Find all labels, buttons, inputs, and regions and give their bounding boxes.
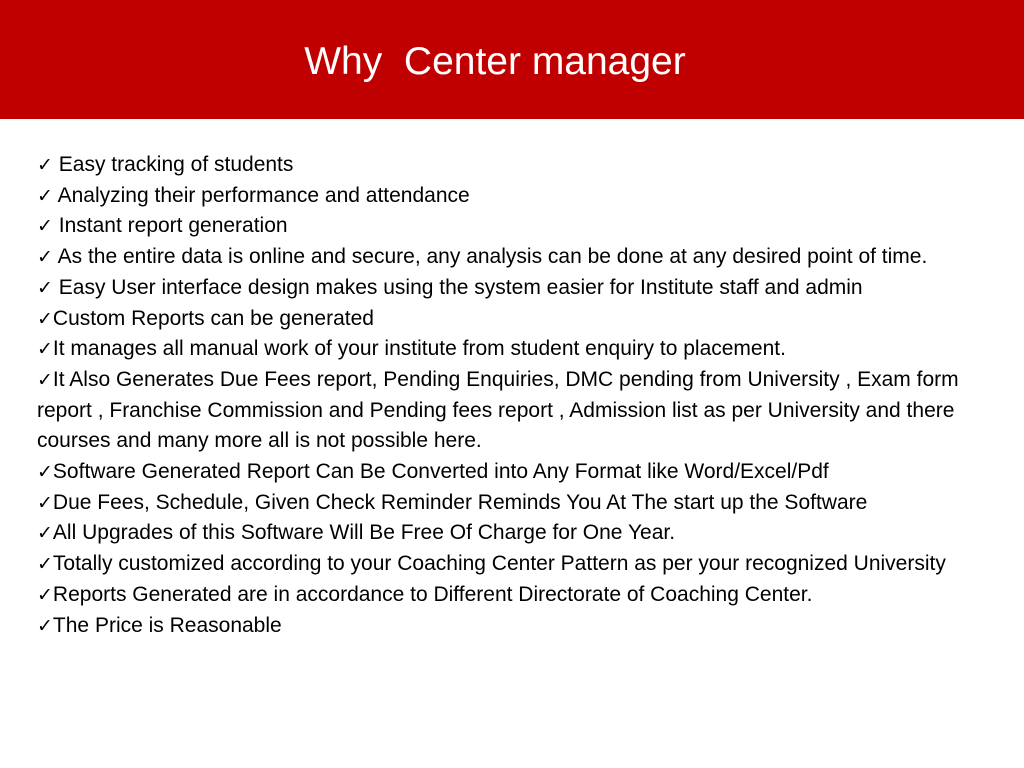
bullet-item [37,211,997,242]
checkmark-icon: ✓ [37,338,53,361]
bullet-text: Analyzing their performance and attendance [57,183,470,207]
checkmark-icon: ✓ [37,553,53,576]
bullet-text: The Price is Reasonable [52,613,282,637]
bullet-text: Instant report generation [58,214,288,238]
slide-title: Why Center manager [304,40,686,83]
checkmark-icon: ✓ [37,522,53,545]
checkmark-icon: ✓ [37,583,53,606]
bullet-item [37,365,997,457]
checkmark-icon: ✓ [37,276,53,299]
checkmark-icon: ✓ [37,491,53,514]
bullet-item [37,273,997,304]
checkmark-icon: ✓ [37,461,53,484]
bullet-item [37,518,997,549]
bullet-text: All Upgrades of this Software Will Be Free Of Charge for One Year. [52,521,676,545]
checkmark-icon: ✓ [37,154,53,176]
bullet-item [37,549,997,580]
bullet-text: As the entire data is online and secure, any analysis can be done at any desired point of time. [57,245,928,269]
bullet-item [37,457,997,488]
bullet-text: Easy User interface design makes using the system easier for Institute staff and admin [58,275,863,299]
bullet-text: It manages all manual work of your institute from student enquiry to placement. [52,337,786,361]
checkmark-icon: ✓ [37,614,53,637]
bullet-text: Easy tracking of students [58,153,294,176]
checkmark-icon: ✓ [37,215,53,238]
bullet-item [37,488,997,519]
bullet-item [37,580,997,611]
bullet-text: Custom Reports can be generated [52,306,374,330]
checkmark-icon: ✓ [37,184,53,207]
bullet-item [37,334,997,365]
title-bar [0,0,1024,119]
bullet-item [37,150,997,181]
bullet-list [37,150,997,641]
checkmark-icon: ✓ [37,246,53,269]
bullet-item [37,181,997,212]
bullet-text: Totally customized according to your Coaching Center Pattern as per your recognized University [52,552,946,576]
checkmark-icon: ✓ [37,307,53,330]
bullet-text: It Also Generates Due Fees report, Pending Enquiries, DMC pending from University , Exam form report , Franchise Commission and Pending fees report , Admission list as per University and there courses and many more all is not possible here. [37,367,959,453]
bullet-text: Due Fees, Schedule, Given Check Reminder Reminds You At The start up the Software [52,490,868,514]
bullet-item [37,242,997,273]
bullet-text: Reports Generated are in accordance to Different Directorate of Coaching Center. [52,582,813,606]
bullet-text: Software Generated Report Can Be Converted into Any Format like Word/Excel/Pdf [52,460,829,484]
checkmark-icon: ✓ [37,368,53,391]
bullet-item [37,304,997,335]
bullet-item [37,611,997,642]
